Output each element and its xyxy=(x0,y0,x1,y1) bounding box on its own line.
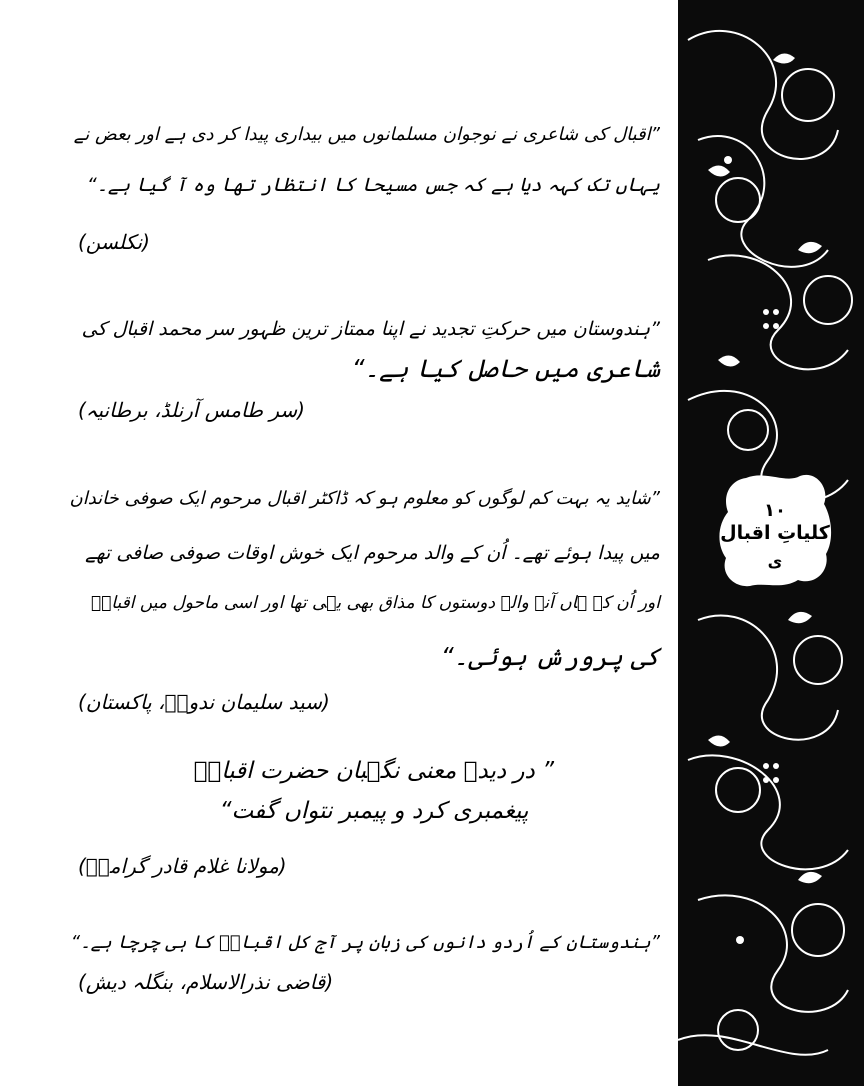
quote-3-line-2: میں پیدا ہوئے تھے۔ اُن کے والد مرحوم ایک خوش اوقات صوفی صافی تھے xyxy=(85,542,660,564)
verse-line-1: ” در دیدۂ معنی نگہبان حضرت اقبالؒ xyxy=(193,758,554,784)
verse-line-2: پیغمبری کرد و پیمبر نتواں گفت“ xyxy=(219,798,529,824)
quote-1-line-1: ”اقبال کی شاعری نے نوجوان مسلمانوں میں بیداری پیدا کر دی ہے اور بعض نے xyxy=(73,124,660,145)
quote-4-attribution: (مولانا غلام قادر گرامیؒ) xyxy=(78,854,287,878)
quote-1-attribution: (نکلسن) xyxy=(78,230,150,254)
quotes-panel xyxy=(44,8,678,1080)
volume-number: ۱۰ xyxy=(764,500,786,521)
book-subtitle: ی xyxy=(767,552,783,571)
quote-2-line-1: ”ہندوستان میں حرکتِ تجدید نے اپنا ممتاز ترین ظہور سر محمد اقبال کی xyxy=(81,318,660,340)
quote-3-line-1: ”شاید یہ بہت کم لوگوں کو معلوم ہو کہ ڈاکٹر اقبال مرحوم ایک صوفی خاندان xyxy=(69,488,660,509)
quote-2-line-2: شاعری میں حاصل کیا ہے۔“ xyxy=(351,354,660,383)
page-margin xyxy=(0,0,44,1086)
quote-2-attribution: (سر طامس آرنلڈ، برطانیہ) xyxy=(78,398,305,422)
quote-3-attribution: (سید سلیمان ندویؒ، پاکستان) xyxy=(78,690,330,714)
quote-1-line-2: یہاں تک کہہ دیا ہے کہ جس مسیحا کا انتظار تھا وہ آ گیا ہے۔“ xyxy=(86,174,660,196)
quote-5-line-1: ”ہندوستان کے اُردو دانوں کی زبان پر آج کل اقبالؒ کا ہی چرچا ہے۔“ xyxy=(70,932,660,953)
quote-5-attribution: (قاضی نذرالاسلام، بنگلہ دیش) xyxy=(78,970,334,994)
quote-3-line-4: کی پرورش ہوئی۔“ xyxy=(440,642,660,671)
book-title: کلیاتِ اقبال xyxy=(720,522,830,544)
quote-3-line-3: اور اُن کے ہاں آنے والے دوستوں کا مذاق بھی یہی تھا اور اسی ماحول میں اقبالؒ xyxy=(90,593,660,613)
book-title-badge xyxy=(716,470,834,590)
